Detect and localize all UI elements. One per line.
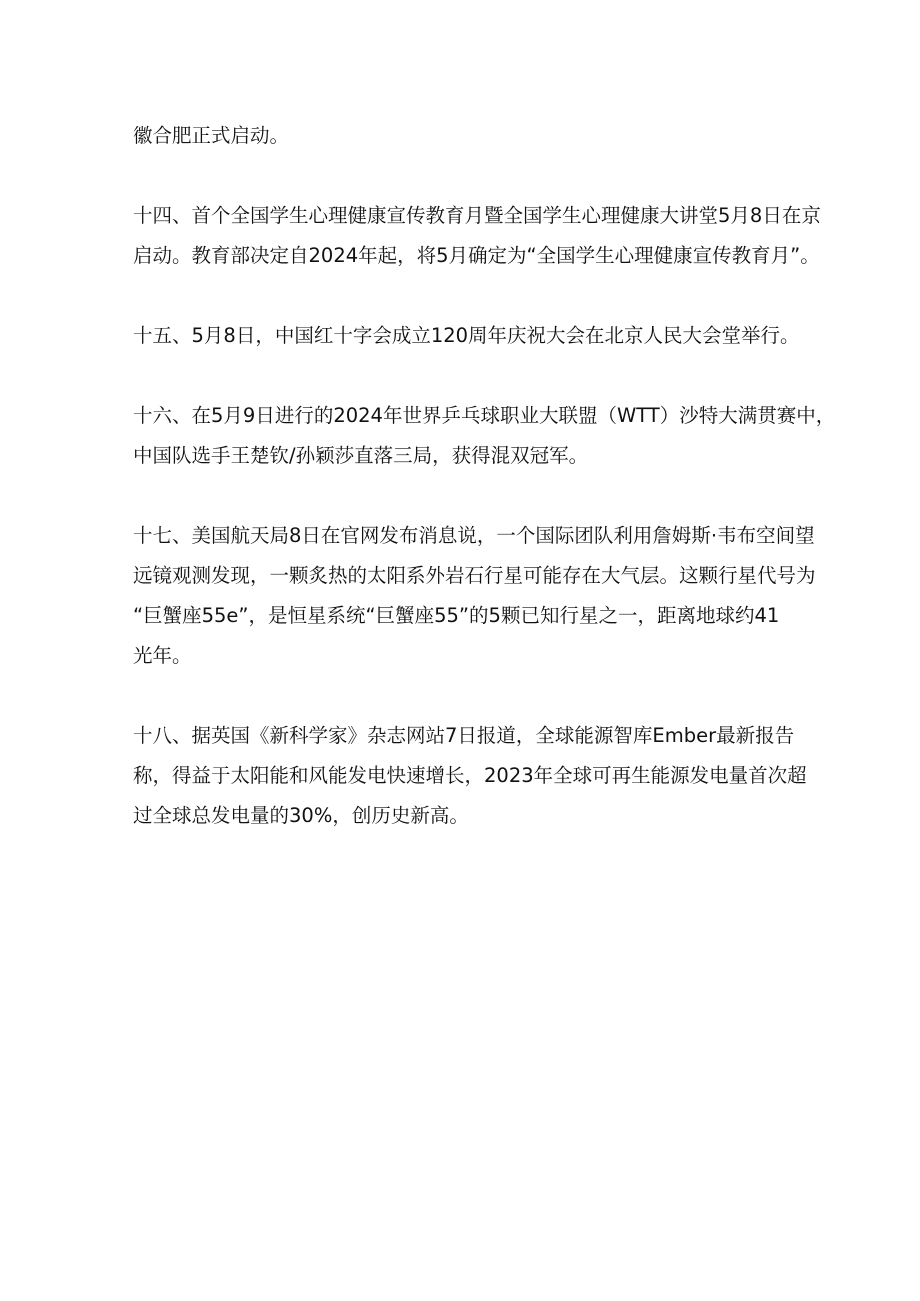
text-line: “巨蟹座55e”，是恒星系统“巨蟹座55”的5颗已知行星之一，距离地球约41 — [133, 604, 780, 627]
paragraph-gap — [133, 676, 793, 716]
text-line: 十六、在5月9日进行的2024年世界乒乓球职业大联盟（WTT）沙特大满贯赛中， — [133, 404, 836, 427]
text-line: 光年。 — [133, 644, 192, 667]
text-line: 过全球总发电量的30%，创历史新高。 — [133, 804, 469, 827]
paragraph-item-17 — [133, 516, 816, 676]
paragraph-gap — [133, 276, 793, 316]
text-line: 启动。教育部决定自2024年起，将5月确定为“全国学生心理健康宣传教育月”。 — [133, 244, 820, 267]
paragraph-item-18 — [133, 716, 807, 836]
text-line: 十七、美国航天局8日在官网发布消息说，一个国际团队利用詹姆斯·韦布空间望 — [133, 524, 815, 547]
paragraph-fragment — [133, 116, 793, 156]
text-line: 远镜观测发现，一颗炙热的太阳系外岩石行星可能存在大气层。这颗行星代号为 — [133, 564, 816, 587]
paragraph-item-14 — [133, 196, 821, 276]
paragraph-gap — [133, 156, 793, 196]
paragraph-item-15 — [133, 316, 800, 356]
paragraph-gap — [133, 476, 793, 516]
text-line: 徽合肥正式启动。 — [133, 124, 290, 147]
text-line: 十八、据英国《新科学家》杂志网站7日报道，全球能源智库Ember最新报告 — [133, 724, 795, 747]
text-line: 十四、首个全国学生心理健康宣传教育月暨全国学生心理健康大讲堂5月8日在京 — [133, 204, 821, 227]
text-line: 称，得益于太阳能和风能发电快速增长，2023年全球可再生能源发电量首次超 — [133, 764, 807, 787]
text-line: 十五、5月8日，中国红十字会成立120周年庆祝大会在北京人民大会堂举行。 — [133, 324, 800, 347]
paragraph-gap — [133, 356, 793, 396]
document-body — [133, 116, 836, 836]
text-line: 中国队选手王楚钦/孙颖莎直落三局，获得混双冠军。 — [133, 444, 589, 467]
paragraph-item-16 — [133, 396, 836, 476]
